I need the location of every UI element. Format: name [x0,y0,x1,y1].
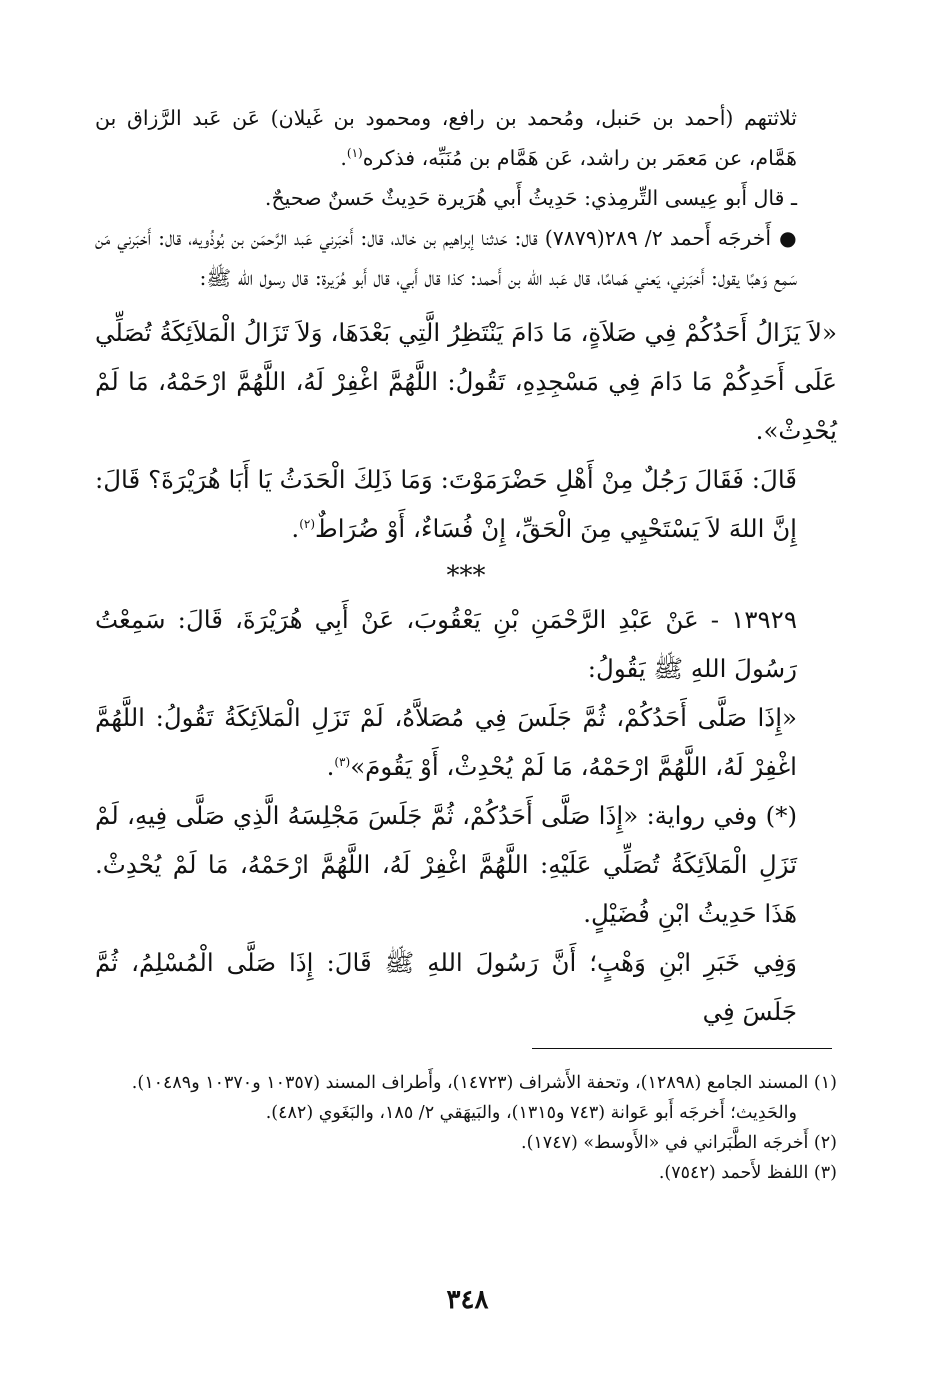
footnote-ref-1: (١) [346,146,363,161]
section-separator: *** [446,561,486,591]
footnotes [95,1068,837,1188]
paragraph-narrators [95,98,837,178]
footnote-3: (٣) اللفظ لأَحمد (٧٥٤٢). [658,1163,837,1183]
footnote-1: (١) المسند الجامع (١٢٨٩٨)، وتحفة الأَشراف (١٤٧٢٣)، وأَطراف المسند (١٠٣٥٧ و١٠٣٧٠ و١٠٤٨٩). [131,1073,837,1093]
footnote-ref-3: (٣) [334,754,351,769]
hadith-text-2 [95,693,837,791]
narrators-text: ثلاثتهم (أحمد بن حَنبل، ومُحمد بن رافع، ومحمود بن غَيلان) عَن عَبد الرَّزاق بن هَمَّام، عن مَعمَر بن راشد، عَن هَمَّام بن مُنَبِّه، فذكره [95,106,797,170]
period: . [340,146,347,170]
footnote-2: (٢) أَخرجَه الطَّبَراني في «الأَوسط» (١٧٤٧). [521,1133,837,1153]
period: . [291,514,300,543]
variant-narration-2: وَفِي خَبَرِ ابْنِ وَهْبٍ؛ أَنَّ رَسُولَ اللهِ ﷺ قَالَ: إِذَا صَلَّى الْمُسْلِمُ، ثُمَّ جَلَسَ فِي [95,948,797,1026]
footnote-1-continuation: والحَدِيث؛ أَخرجَه أَبو عَوانة (٧٤٣ و١٣١٥)، والبَيهَقي ٢/ ١٨٥، والبَغَوي (٤٨٢). [265,1103,797,1123]
hadith-heading: ١٣٩٢٩ - عَنْ عَبْدِ الرَّحْمَنِ بْنِ يَعْقُوبَ، عَنْ أَبِي هُرَيْرَةَ، قَالَ: سَمِعْتُ رَسُولَ اللهِ ﷺ يَقُولُ: [95,605,797,683]
hadith-2-text: «إِذَا صَلَّى أَحَدُكُمْ، ثُمَّ جَلَسَ فِي مُصَلاَّهُ، لَمْ تَزَلِ الْمَلاَئِكَةُ تَقُولُ: اللَّهُمَّ اغْفِرْ لَهُ، اللَّهُمَّ ارْحَمْهُ، مَا لَمْ يُحْدِثْ، أَوْ يَقُومَ» [95,703,797,781]
hadith-continuation-text: قَالَ: فَقَالَ رَجُلٌ مِنْ أَهْلِ حَضْرَمَوْتَ: وَمَا ذَلِكَ الْحَدَثُ يَا أَبَا هُرَيْرَةَ؟ قَالَ: إِنَّ اللهَ لاَ يَسْتَحْيِي مِنَ الْحَقِّ، إِنْ فُسَاءٌ، أَوْ ضُرَاطٌ [95,465,797,543]
hadith-text-1: «لاَ يَزَالُ أَحَدُكُمْ فِي صَلاَةٍ، مَا دَامَ يَنْتَظِرُ الَّتِي بَعْدَهَا، وَلاَ تَزَالُ الْمَلاَئِكَةُ تُصَلِّي عَلَى أَحَدِكُمْ مَا دَامَ فِي مَسْجِدِهِ، تَقُولُ: اللَّهُمَّ اغْفِرْ لَهُ، اللَّهُمَّ ارْحَمْهُ، مَا لَمْ يُحْدِثْ». [95,318,837,445]
period: . [326,752,335,781]
hadith-continuation [95,455,837,553]
paragraph-takhrij [95,218,837,298]
page-number: ٣٤٨ [446,1285,489,1315]
tirmidhi-grading: ـ قال أَبو عِيسى التِّرمِذي: حَدِيثُ أَبي هُرَيرة حَدِيثٌ حَسنٌ صحيحٌ. [264,186,797,210]
footnote-ref-2: (٢) [299,516,316,531]
main-text [95,98,837,1036]
footnote-divider [532,1048,832,1049]
takhrij-text: أَخرجَه أَحمد ٢/ ٢٨٩(٧٨٧٩) قال: حَدثنا إبراهيم بن خالد، قال: أَخبَرني عَبد الرَّحمَن بن بُوذُويه، قال: أَخبَرني مَن سَمِع وَهبًا يقول: أَخبَرني، يَعني هَمامًا، قال عَبد الله بن أَحمد: كذا قال أَبي، قال أَبو هُرَيرة: قال رسول الله ﷺ: [95,226,797,290]
bullet-icon: ● [779,226,797,250]
variant-narration: (*) وفي رواية: «إِذَا صَلَّى أَحَدُكُمْ، ثُمَّ جَلَسَ مَجْلِسَهُ الَّذِي صَلَّى فِيهِ، لَمْ تَزَلِ الْمَلاَئِكَةُ تُصَلِّي عَلَيْهِ: اللَّهُمَّ اغْفِرْ لَهُ، اللَّهُمَّ ارْحَمْهُ، مَا لَمْ يُحْدِثْ. هَذَا حَدِيثُ ابْنِ فُضَيْلٍ. [95,801,797,928]
